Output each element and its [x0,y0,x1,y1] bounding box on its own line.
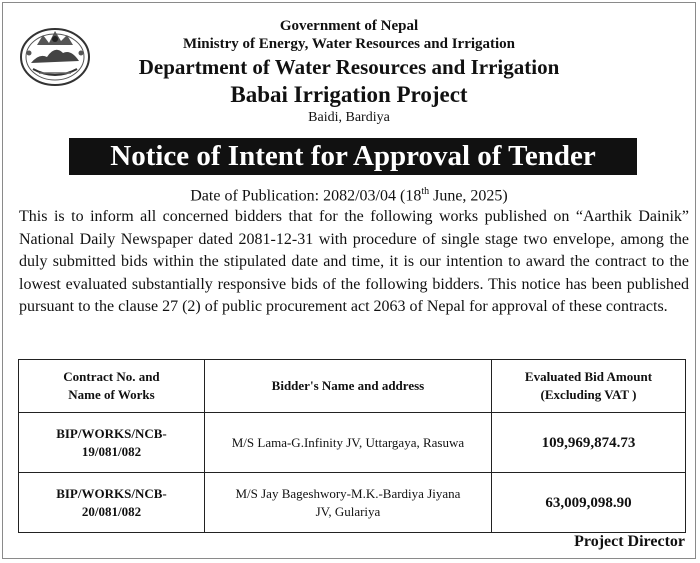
department-name: Department of Water Resources and Irrigation [138,55,560,79]
bidder-cell [204,473,491,533]
notice-body: This is to inform all concerned bidders that for the following works published on “Aarthik Dainik” National Daily Newspaper dated 2081-12-31 with procedure of single stage two envelope, among the duly submitted bids within the stipulated date and time, it is our intention to award the contract to the lowest evaluated substantially responsive bids of the following bidders. This notice has been published pursuant to the clause 27 (2) of public procurement act 2063 of Nepal for approval of these contracts. [19,208,689,316]
header-contract-line2: Name of Works [68,387,155,402]
signature-title: Project Director [574,533,685,550]
notice-title: Notice of Intent for Approval of Tender [69,138,637,175]
header-bidder: Bidder's Name and address [204,360,491,413]
bidder-line1: M/S Jay Bageshwory-M.K.-Bardiya Jiyana [235,485,461,501]
header-contract [19,360,205,413]
publication-date-prefix: Date of Publication: 2082/03/04 (18 [190,187,422,205]
project-name: Babai Irrigation Project [230,82,468,107]
letterhead [3,17,695,126]
amount-cell: 109,969,874.73 [491,413,685,473]
publication-date [3,182,695,206]
tender-table [18,359,686,533]
notice-page [2,2,696,559]
contract-cell [19,473,205,533]
amount-cell: 63,009,098.90 [491,473,685,533]
table-row [19,473,686,533]
contract-line1: BIP/WORKS/NCB- [56,425,167,441]
table-header-row [19,360,686,413]
header-amount-line1: Evaluated Bid Amount [524,369,653,384]
government-name: Government of Nepal [279,18,419,34]
header-contract-line1: Contract No. and [63,369,160,384]
contract-line2: 20/081/082 [81,503,142,519]
contract-line1: BIP/WORKS/NCB- [56,485,167,501]
header-amount [491,360,685,413]
ministry-name: Ministry of Energy, Water Resources and Irrigation [182,36,516,52]
bidder-line2: JV, Gulariya [315,503,381,519]
contract-line2: 19/081/082 [81,443,142,459]
bidder-cell [204,413,491,473]
project-location: Baidi, Bardiya [308,110,390,125]
bidder-line1: M/S Lama-G.Infinity JV, Uttargaya, Rasuwa [231,434,465,450]
publication-date-suffix: June, 2025) [429,187,508,205]
contract-cell [19,413,205,473]
header-amount-line2: (Excluding VAT ) [540,387,637,402]
publication-date-ordinal: th [421,186,430,197]
table-row [19,413,686,473]
